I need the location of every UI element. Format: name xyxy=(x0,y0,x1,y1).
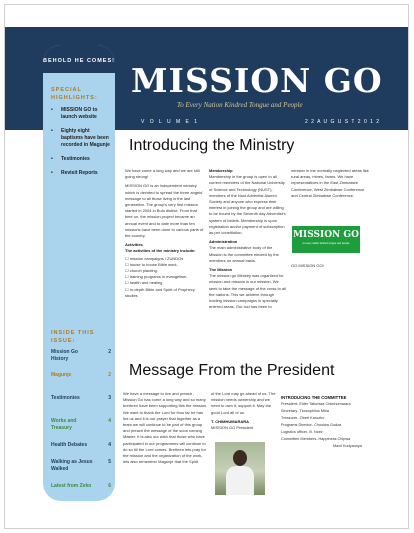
activities-intro: The activities of the ministry include: xyxy=(125,248,196,254)
intro-heading: Introducing the Ministry xyxy=(129,137,295,154)
activity-item: ☐ church planting, xyxy=(125,268,158,274)
committee-member: Logistics officer- B. Ncez xyxy=(281,430,323,434)
volume-label: V O L U M E 1 xyxy=(141,119,200,125)
newsletter-page xyxy=(4,4,409,529)
sidebar xyxy=(43,45,115,501)
highlight-item: • MISSION GO to launch website xyxy=(51,107,111,121)
mission-text: The mission go Ministry was organized for mission and mission is our mission. We seek to take the message of the cross to all the nations. This we achieve through holding mission campaigns in specially entered areas. Our loci has been to xyxy=(209,273,286,310)
activities-heading: Activities xyxy=(125,242,143,248)
president-column-2 xyxy=(211,391,279,434)
highlight-item: • Testimonies xyxy=(51,156,111,163)
membership-text: Membership in the group is open to all current members of the National University of Science and Technology (NUST), members of the Nust Adventist Alumni Society and anyone who express their interest in joining the group and are willing to be bound by the Seventh day Adventist's system of beliefs. Membership is upon registration and/or payment of subscription as per constitution. xyxy=(209,174,286,236)
toc-label: Magunje xyxy=(51,372,72,378)
toc-page: 5 xyxy=(108,459,111,465)
president-name: T. CHIMHUMARARA xyxy=(211,418,249,424)
activity-item: ☐ In-depth Bible and Spirit of Prophecy studies xyxy=(125,286,195,298)
intro-column-2 xyxy=(209,168,287,313)
logo-caption: GO MISSION GO! xyxy=(291,263,324,268)
committee-member: Secretary- Tkosophilus Mhla xyxy=(281,409,330,413)
toc-entry[interactable] xyxy=(51,442,111,449)
toc-page: 3 xyxy=(108,395,111,401)
toc-page: 4 xyxy=(108,442,111,448)
committee-member: President- Elder Tafumwa Chimhumarara xyxy=(281,402,351,406)
toc-entry[interactable] xyxy=(51,395,111,402)
table-of-contents xyxy=(51,349,111,490)
committee-box xyxy=(281,394,401,450)
toc-label: Walking as Jesus Walked xyxy=(51,459,93,472)
toc-entry[interactable] xyxy=(51,459,111,473)
president-heading: Message From the President xyxy=(129,362,335,379)
committee-member: Committee Members- Happiness Chipwa xyxy=(281,437,351,441)
toc-entry[interactable] xyxy=(51,372,111,379)
toc-entry[interactable] xyxy=(51,418,111,432)
toc-label: Health Debates xyxy=(51,442,88,448)
mission-heading: The Mission xyxy=(209,267,233,273)
mission-go-logo xyxy=(292,226,360,253)
highlights-list xyxy=(51,107,111,184)
membership-heading: Membership xyxy=(209,168,233,173)
behold-banner: BEHOLD HE COMES! xyxy=(43,45,115,73)
activity-item: ☐ house to house Bible work, xyxy=(125,261,178,267)
inside-issue-heading: INSIDE THIS ISSUE: xyxy=(51,330,95,344)
highlight-item: • Eighty eight baptisms have been recorded in Magunje xyxy=(51,128,111,149)
representation-text: minister in the normally neglected areas like rural areas, mines, farms. We have representatives in the East Zimbabwe Conference, West Zimbabwe Conference and Central Zimbabwe Conference. xyxy=(291,168,369,198)
highlights-heading: SPECIAL HIGHLIGHTS: xyxy=(51,87,98,101)
administration-heading: Administration xyxy=(209,239,238,245)
activity-item: ☐ mission campaigns / ZUNDOs xyxy=(125,255,184,261)
intro-paragraph: MISSION GO is an independent ministry which is devoted to spread the three angels' message to all those living in the last generation. The group's very first mission started in 2004 in Bulo district. From that time on, the mission project became an annual event and to date more than ten missions have been done to various parts of the country. xyxy=(125,183,204,239)
toc-page: 6 xyxy=(108,483,111,489)
toc-entry[interactable] xyxy=(51,349,111,363)
toc-label: Latest from Zeko xyxy=(51,483,92,489)
toc-label: Mission Go History xyxy=(51,349,78,362)
president-message: We have a message to live and preach , Mission Go has come a long way and so many brethren have been supporting this the mission. We want to thank the Lord for thus far he has led us and it is our prayer that together as a team we will continue to be part of this group and preach the message of the soon coming Master. It is also our wish that those who have participated in our programmes will continue to do so till the Lord comes. Brethren lets pray for the mission and the organization of the work, lets also remember Magunje that the Spirit xyxy=(123,391,208,465)
activity-item: ☐ health and healing xyxy=(125,280,163,286)
toc-label: Testimonies xyxy=(51,395,80,401)
committee-member: Treasurer- Obert Karuzho xyxy=(281,416,325,420)
logo-tagline: to every nation kindred tongue and people xyxy=(302,242,350,245)
president-message-end: of the Lord may go ahead of us. The mission needs ownership and we need to own it, support it. May the good Lord all of us. xyxy=(211,391,276,415)
issue-date: 2 2 A U G U S T 2 0 1 2 xyxy=(305,119,381,125)
activity-item: ☐ training programs in evangelism, xyxy=(125,274,188,280)
highlight-item: • Revisit Reports xyxy=(51,170,111,177)
newsletter-title: MISSION GO xyxy=(131,61,383,100)
committee-heading: INTRODUCING THE COMMITTEE xyxy=(281,395,347,400)
president-column-1 xyxy=(123,391,208,468)
toc-entry[interactable] xyxy=(51,483,111,490)
newsletter-motto: To Every Nation Kindred Tongue and People xyxy=(177,101,303,109)
administration-text: The main administrative body of the Mission is the committee elected by the members on annual basis. xyxy=(209,245,279,263)
toc-page: 2 xyxy=(108,372,111,378)
toc-page: 2 xyxy=(108,349,111,355)
toc-label: Works and Treasury xyxy=(51,418,77,431)
toc-page: 4 xyxy=(108,418,111,424)
president-photo xyxy=(215,442,265,495)
president-role: MISSION GO President xyxy=(211,425,254,431)
committee-member: Mavil Kudyaunya xyxy=(333,444,362,448)
logo-text: MISSION GO xyxy=(293,230,359,240)
committee-member: Programs Director- Choolwa Gudza xyxy=(281,423,342,427)
intro-column-3 xyxy=(291,168,371,202)
intro-column-1 xyxy=(125,168,205,299)
intro-paragraph: We have come a long way and we are still going strong! xyxy=(125,168,200,180)
